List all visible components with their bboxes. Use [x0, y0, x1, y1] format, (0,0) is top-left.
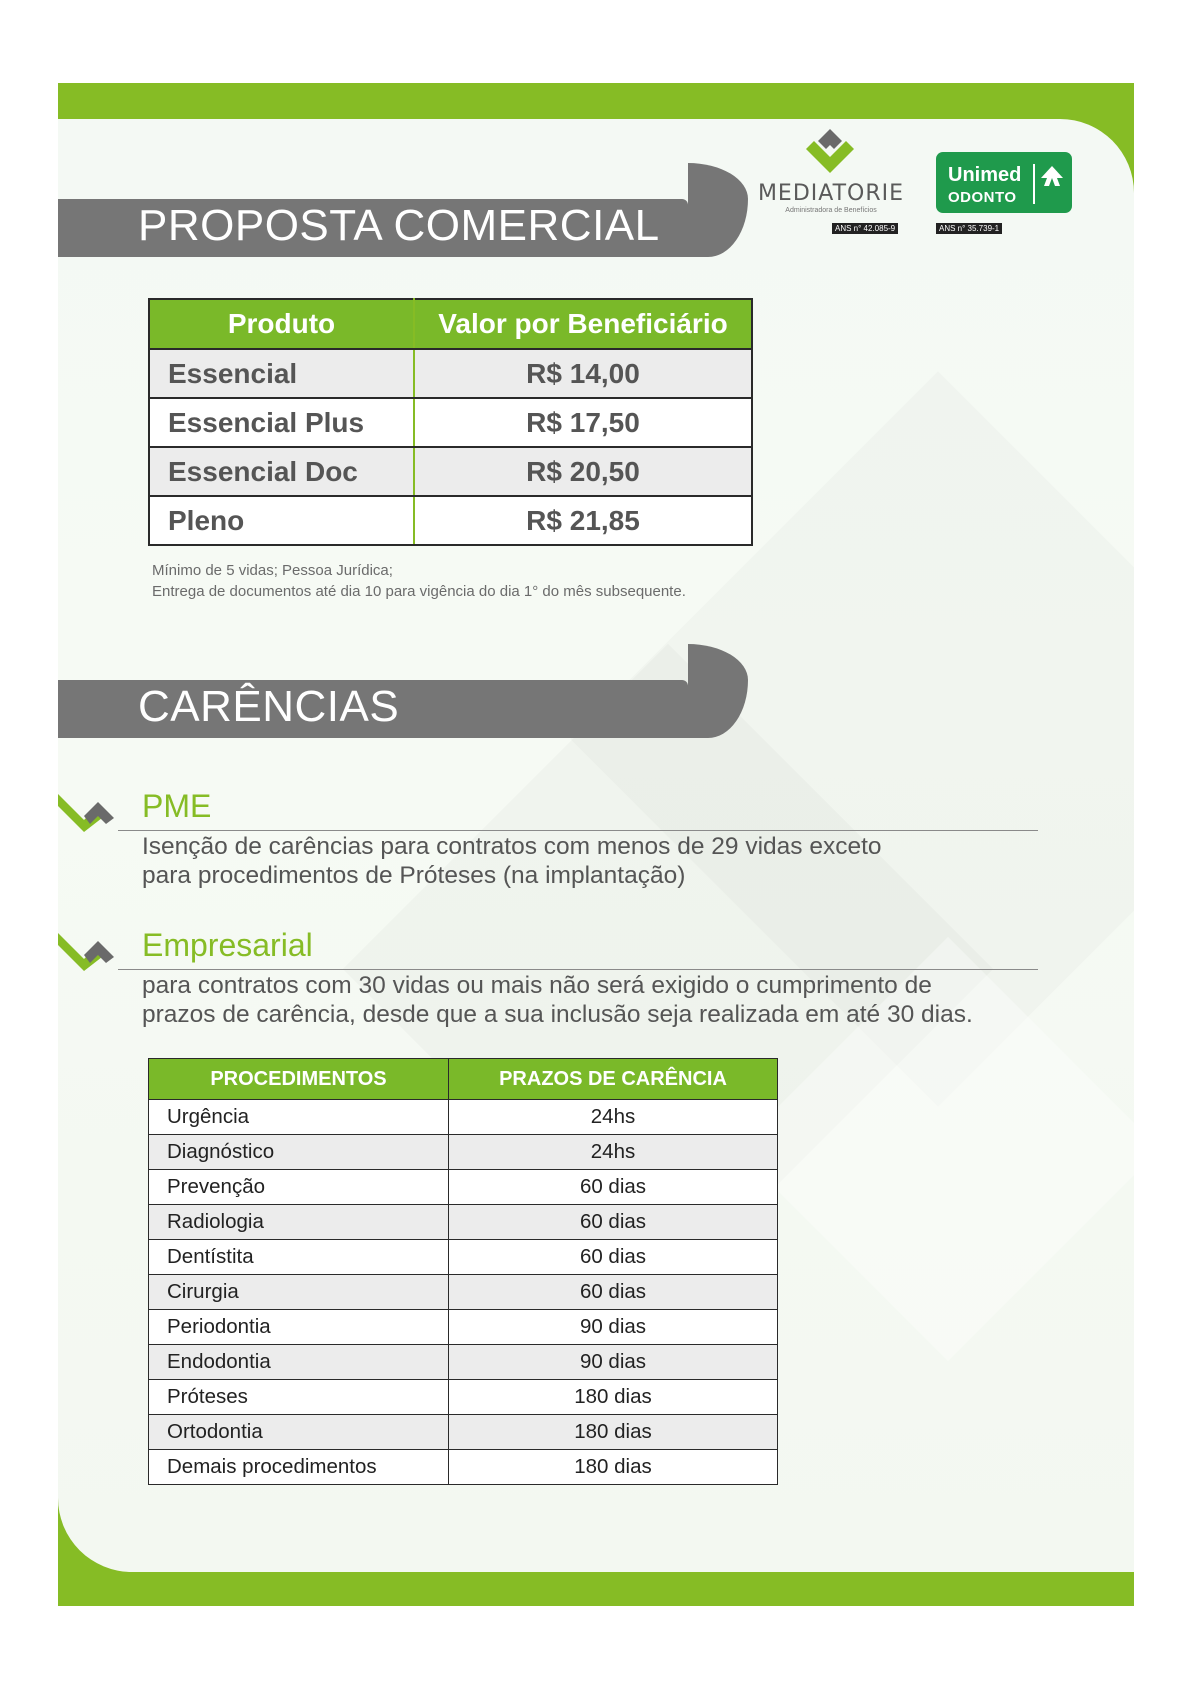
- divider: [118, 830, 1038, 831]
- procedure-name: Dentístita: [149, 1240, 449, 1275]
- carencias-table-header: [149, 1059, 778, 1100]
- procedure-name: Próteses: [149, 1380, 449, 1415]
- pme-description: [142, 832, 882, 890]
- procedure-deadline: 90 dias: [449, 1310, 778, 1345]
- proposal-notes: [152, 560, 686, 602]
- table-row: [149, 1100, 778, 1135]
- mediatorie-name: MEDIATORIE: [757, 181, 905, 206]
- chevron-mark-icon: [58, 925, 120, 971]
- price-table-header: [149, 299, 752, 349]
- table-row: [149, 349, 752, 398]
- carencias-title: CARÊNCIAS: [138, 682, 400, 731]
- col-header-deadlines: PRAZOS DE CARÊNCIA: [449, 1059, 778, 1100]
- table-row: [149, 1135, 778, 1170]
- divider: [118, 969, 1038, 970]
- product-price: R$ 21,85: [414, 496, 752, 545]
- unimed-ans-badge: ANS n° 35.739-1: [936, 223, 1002, 234]
- mediatorie-ans-badge: ANS n° 42.085-9: [832, 223, 898, 234]
- table-row: [149, 1275, 778, 1310]
- banner-curve: [688, 163, 748, 257]
- table-row: [149, 1380, 778, 1415]
- product-name: Essencial Plus: [149, 398, 414, 447]
- note-line: Entrega de documentos até dia 10 para vigência do dia 1° do mês subsequente.: [152, 583, 686, 600]
- table-row: [149, 1205, 778, 1240]
- procedure-deadline: 24hs: [449, 1135, 778, 1170]
- pme-heading: PME: [142, 788, 212, 824]
- product-name: Pleno: [149, 496, 414, 545]
- table-row: [149, 496, 752, 545]
- chevron-mark-icon: [58, 786, 120, 832]
- col-header-product: Produto: [149, 299, 414, 349]
- proposal-title: PROPOSTA COMERCIAL: [138, 201, 660, 250]
- mediatorie-logo: [756, 127, 906, 237]
- text-line: para procedimentos de Próteses (na implantação): [142, 862, 686, 889]
- empresarial-heading-block: [58, 925, 1038, 975]
- table-row: [149, 398, 752, 447]
- unimed-odonto-logo: [936, 152, 1072, 213]
- empresarial-description: [142, 971, 973, 1029]
- procedure-deadline: 60 dias: [449, 1275, 778, 1310]
- price-table: [148, 298, 753, 546]
- note-line: Mínimo de 5 vidas; Pessoa Jurídica;: [152, 562, 393, 579]
- unimed-separator: [1033, 164, 1035, 204]
- text-line: Isenção de carências para contratos com menos de 29 vidas exceto: [142, 833, 882, 860]
- carencias-banner: [58, 643, 748, 738]
- table-row: [149, 1415, 778, 1450]
- col-header-value: Valor por Beneficiário: [414, 299, 752, 349]
- mediatorie-mark-icon: [800, 127, 860, 177]
- procedure-name: Demais procedimentos: [149, 1450, 449, 1485]
- banner-curve: [688, 644, 748, 738]
- text-line: prazos de carência, desde que a sua inclusão seja realizada em até 30 dias.: [142, 1001, 973, 1028]
- table-row: [149, 1170, 778, 1205]
- table-row: [149, 447, 752, 496]
- unimed-tree-icon: [1039, 164, 1065, 188]
- procedure-name: Endodontia: [149, 1345, 449, 1380]
- table-row: [149, 1240, 778, 1275]
- procedure-name: Ortodontia: [149, 1415, 449, 1450]
- table-row: [149, 1450, 778, 1485]
- procedure-deadline: 90 dias: [449, 1345, 778, 1380]
- table-row: [149, 1310, 778, 1345]
- procedure-deadline: 180 dias: [449, 1415, 778, 1450]
- procedure-name: Prevenção: [149, 1170, 449, 1205]
- procedure-deadline: 60 dias: [449, 1170, 778, 1205]
- table-row: [149, 1345, 778, 1380]
- mediatorie-subtitle: Administradora de Benefícios: [785, 207, 877, 214]
- product-price: R$ 20,50: [414, 447, 752, 496]
- procedure-name: Urgência: [149, 1100, 449, 1135]
- procedure-deadline: 60 dias: [449, 1205, 778, 1240]
- carencias-table: [148, 1058, 778, 1485]
- product-name: Essencial: [149, 349, 414, 398]
- product-price: R$ 17,50: [414, 398, 752, 447]
- procedure-deadline: 180 dias: [449, 1450, 778, 1485]
- procedure-deadline: 24hs: [449, 1100, 778, 1135]
- unimed-name: Unimed: [948, 164, 1022, 186]
- product-name: Essencial Doc: [149, 447, 414, 496]
- procedure-name: Cirurgia: [149, 1275, 449, 1310]
- procedure-deadline: 60 dias: [449, 1240, 778, 1275]
- product-price: R$ 14,00: [414, 349, 752, 398]
- unimed-odonto-label: ODONTO: [948, 189, 1017, 206]
- col-header-procedures: PROCEDIMENTOS: [149, 1059, 449, 1100]
- procedure-name: Diagnóstico: [149, 1135, 449, 1170]
- empresarial-heading: Empresarial: [142, 927, 313, 963]
- pme-heading-block: [58, 786, 1038, 836]
- proposal-banner: [58, 162, 748, 257]
- text-line: para contratos com 30 vidas ou mais não será exigido o cumprimento de: [142, 972, 932, 999]
- procedure-name: Radiologia: [149, 1205, 449, 1240]
- procedure-name: Periodontia: [149, 1310, 449, 1345]
- procedure-deadline: 180 dias: [449, 1380, 778, 1415]
